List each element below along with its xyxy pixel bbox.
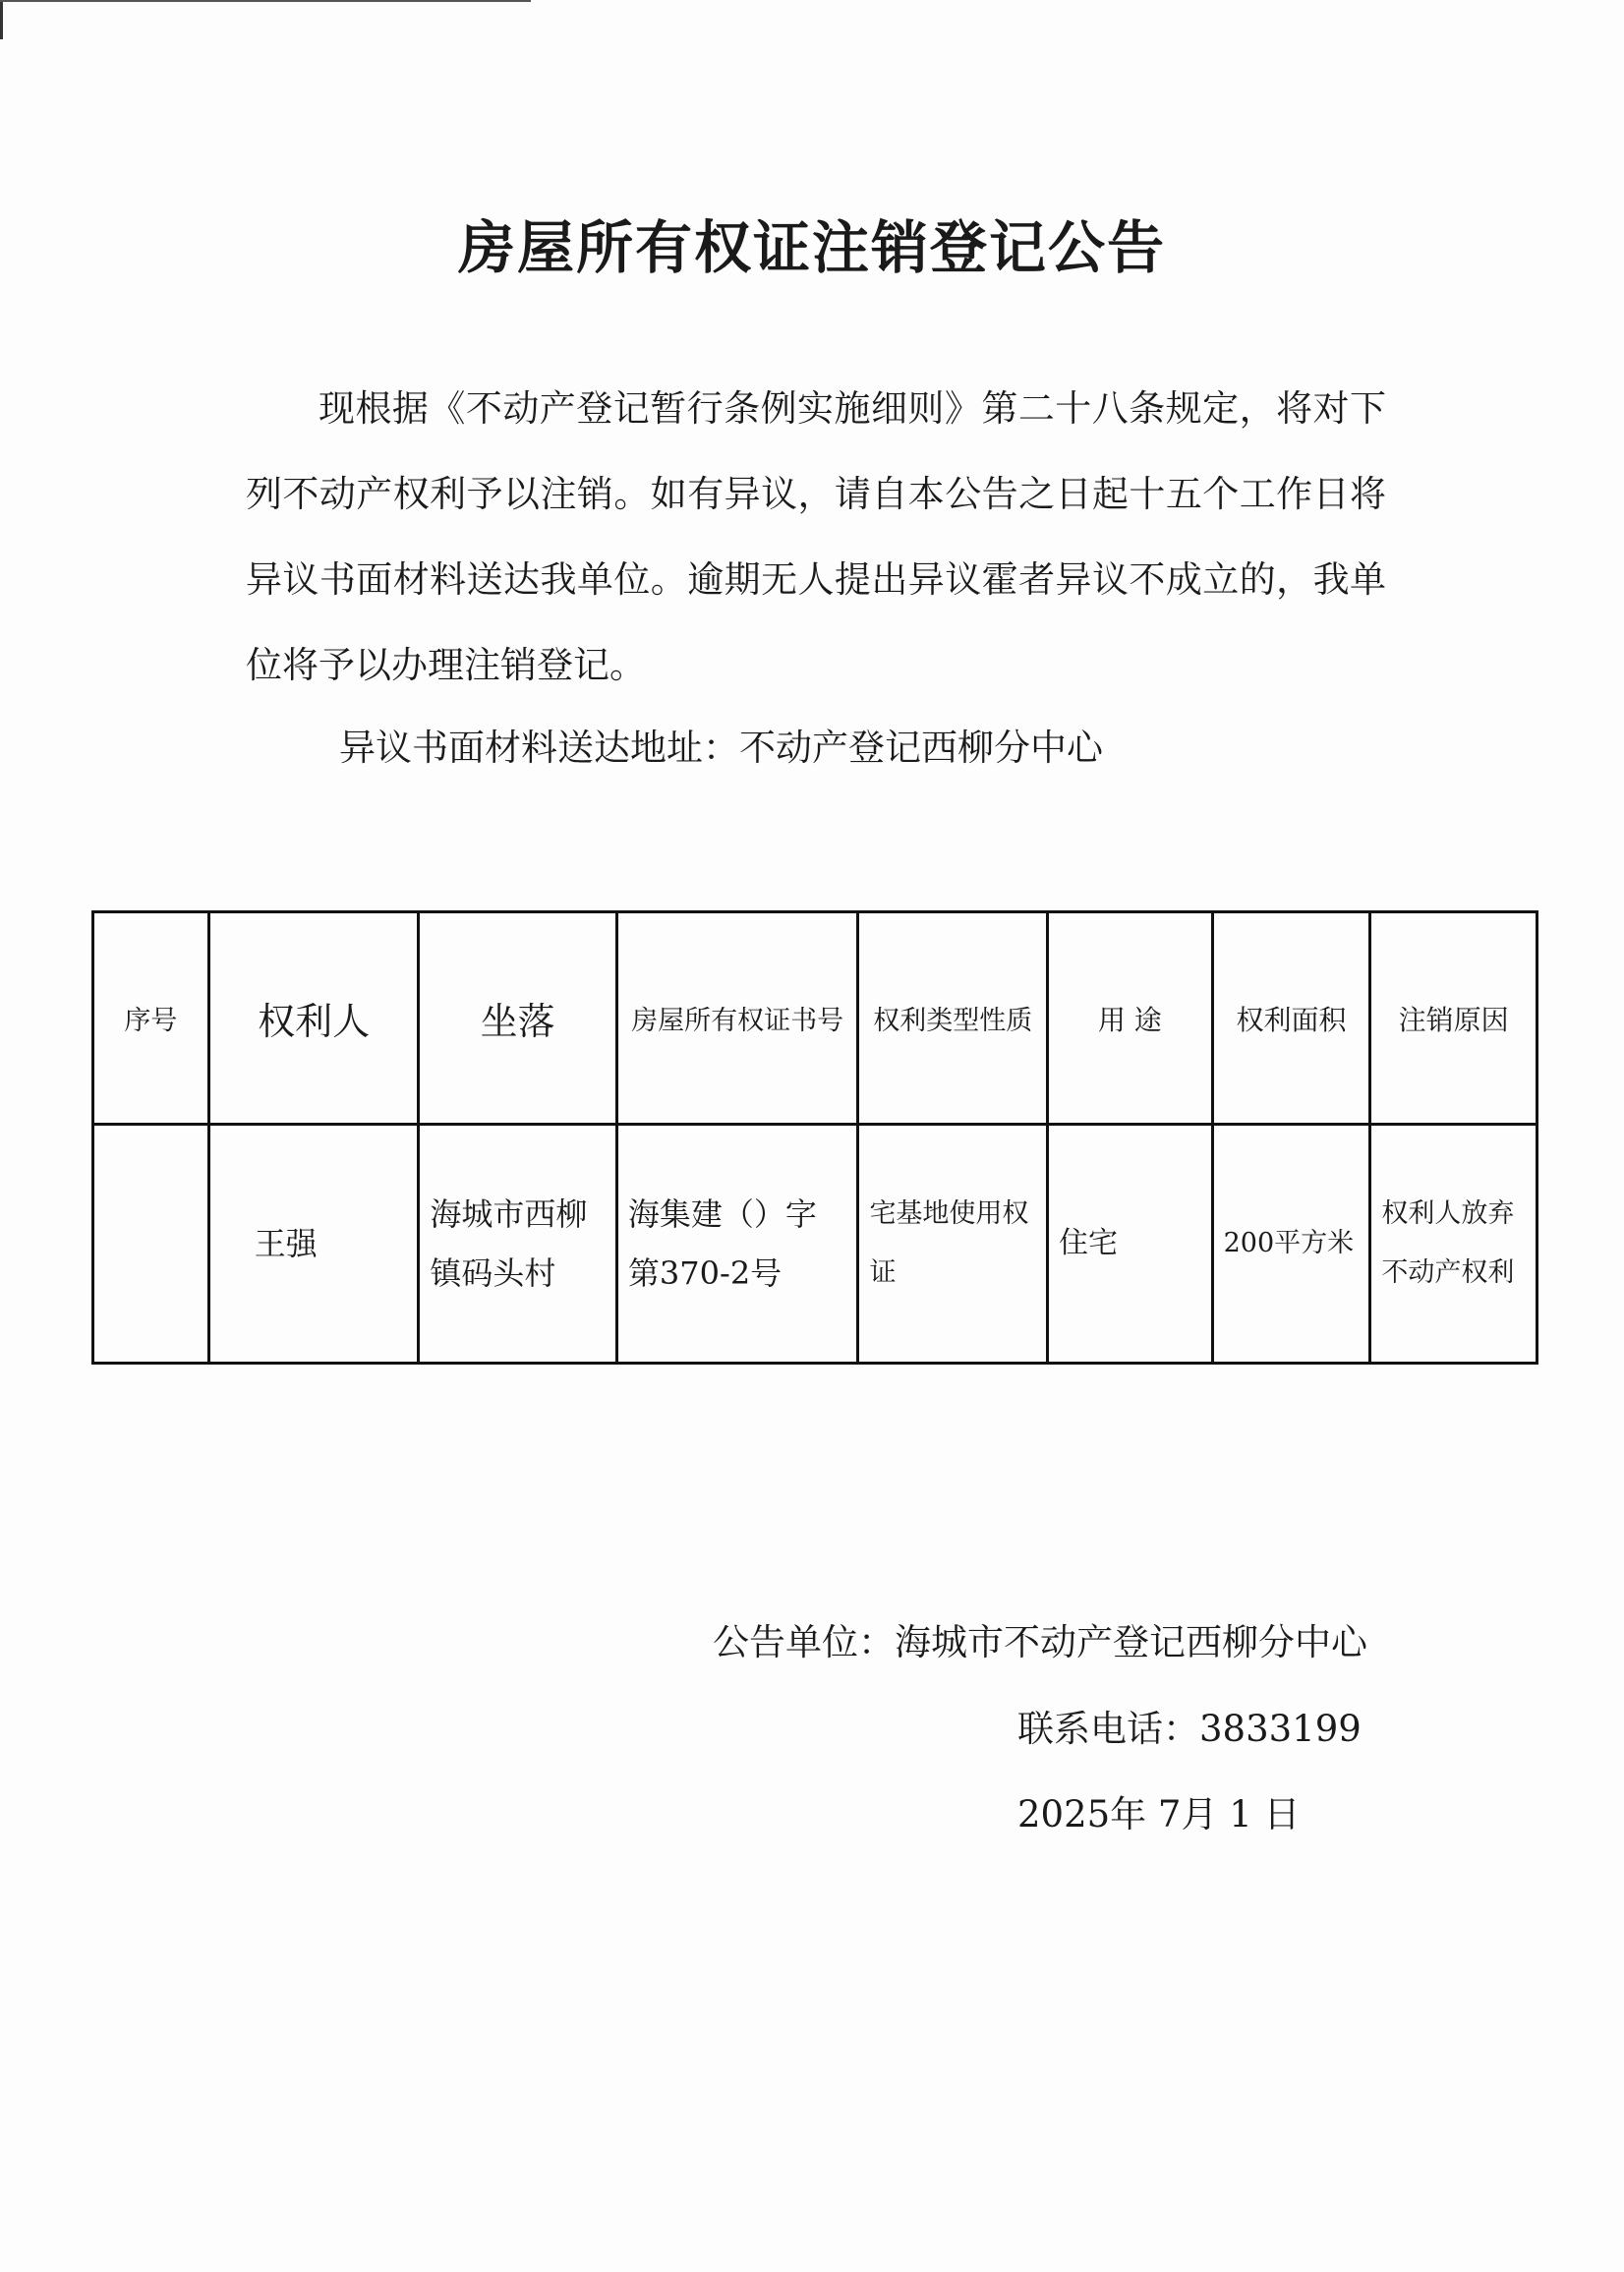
cell-usage: 住宅 bbox=[1047, 1125, 1212, 1364]
phone-line: 联系电话：3833199 bbox=[1017, 1708, 1362, 1750]
issuer-line: 公告单位：海城市不动产登记西柳分中心 bbox=[713, 1621, 1367, 1663]
date-line: 2025年 7月 1 日 bbox=[1017, 1793, 1301, 1835]
scan-edge bbox=[0, 0, 531, 2]
cell-reason: 权利人放弃不动产权利 bbox=[1370, 1125, 1537, 1364]
table-row bbox=[93, 1125, 1537, 1364]
notice-body: 现根据《不动产登记暂行条例实施细则》第二十八条规定，将对下列不动产权利予以注销。如有异议，请自本公告之日起十五个工作日将异议书面材料送达我单位。逾期无人提出异议霍者异议不成立的，我单位将予以办理注销登记。 bbox=[246, 387, 1386, 686]
header-certificate: 房屋所有权证书号 bbox=[616, 912, 858, 1125]
cell-certificate: 海集建（）字第370-2号 bbox=[616, 1125, 858, 1364]
header-location: 坐落 bbox=[419, 912, 617, 1125]
cell-area: 200平方米 bbox=[1212, 1125, 1370, 1364]
cell-index bbox=[93, 1125, 209, 1364]
notice-title: 房屋所有权证注销登记公告 bbox=[457, 214, 1166, 281]
header-usage: 用 途 bbox=[1047, 912, 1212, 1125]
header-index: 序号 bbox=[93, 912, 209, 1125]
cell-right-type: 宅基地使用权证 bbox=[858, 1125, 1048, 1364]
header-reason: 注销原因 bbox=[1370, 912, 1537, 1125]
cell-location: 海城市西柳镇码头村 bbox=[419, 1125, 617, 1364]
table-header-row bbox=[93, 912, 1537, 1125]
header-right-type: 权利类型性质 bbox=[858, 912, 1048, 1125]
header-area: 权利面积 bbox=[1212, 912, 1370, 1125]
objection-address: 异议书面材料送达地址：不动产登记西柳分中心 bbox=[339, 727, 1103, 769]
cell-owner: 王强 bbox=[208, 1125, 419, 1364]
scan-edge bbox=[0, 0, 3, 39]
cancellation-table bbox=[91, 910, 1538, 1365]
header-owner: 权利人 bbox=[208, 912, 419, 1125]
